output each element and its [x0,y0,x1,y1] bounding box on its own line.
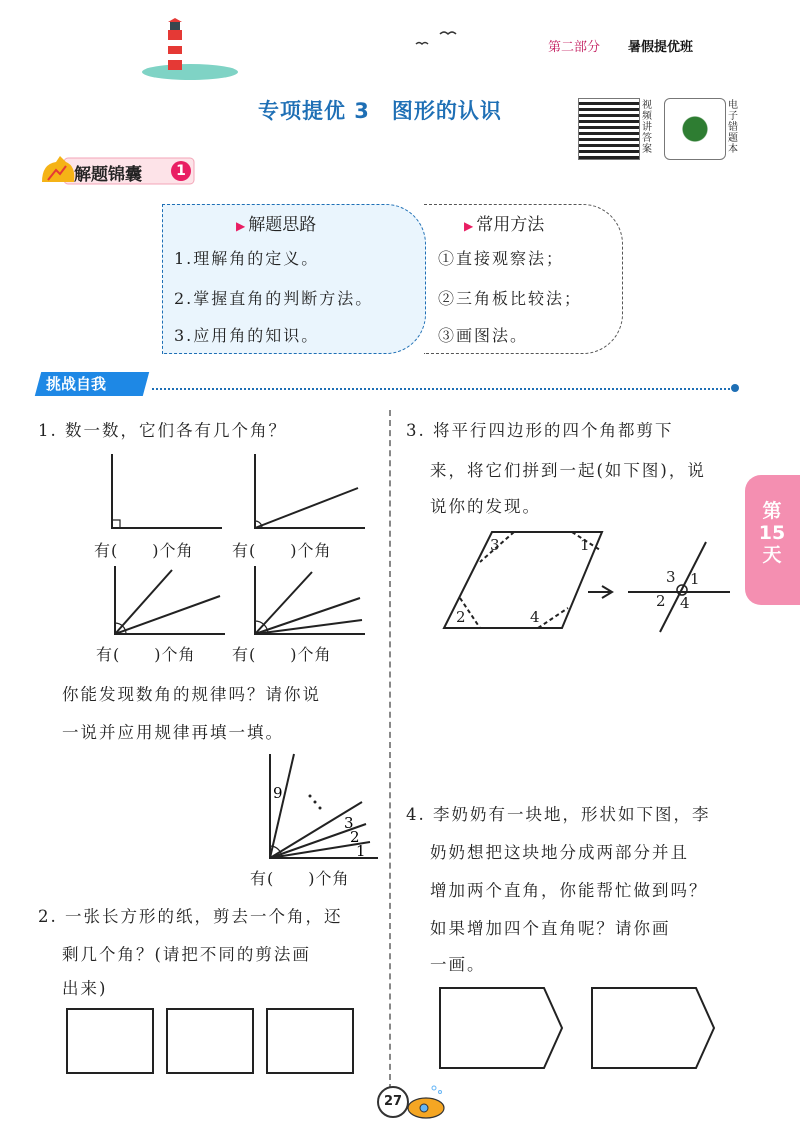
solution-ideas-heading [236,210,316,235]
birds-icon [412,28,462,50]
fan-label-9: 9 [273,784,283,802]
fan-label-1: 1 [356,842,366,860]
question-2-line-3: 出来) [62,979,108,998]
q1-fan-diagram [262,752,382,864]
page-number: 27 [377,1086,409,1118]
day-side-tab-text: 第15天 [758,500,786,566]
triangle-bullet-icon: ▶ [236,219,246,233]
joined-label-2: 2 [656,592,666,610]
challenge-label: 挑战自我 [46,375,107,393]
solution-ideas-heading-text: 解题思路 [248,215,317,235]
common-method-item: ①直接观察法； [438,249,565,268]
question-4-line-4: 如果增加四个直角呢？请你画 [430,919,671,938]
page-title: 专项提优 3 图形的认识 [258,99,502,123]
question-1-text: 1. 数一数，它们各有几个角？ [38,421,287,440]
q1-fill-1[interactable]: 有( )个角 [94,541,194,560]
video-answer-label: 视频讲答案 [642,100,652,155]
ebook-label: 电子错题本 [728,100,738,155]
dotted-divider [152,388,734,390]
common-methods-heading [464,210,544,235]
fan-label-2: 2 [350,828,360,846]
solution-idea-item: 3.应用角的知识。 [174,326,320,345]
triangle-bullet-icon: ▶ [464,219,474,233]
question-3-line-3: 说你的发现。 [430,497,541,516]
fan-label-3: 3 [344,814,354,832]
lighthouse-illustration [140,18,240,80]
corner-label-3: 3 [490,536,500,554]
q1-fill-4[interactable]: 有( )个角 [232,645,332,664]
common-method-item: ②三角板比较法； [438,289,583,308]
q4-land-shapes[interactable] [438,986,738,1076]
q1-follow-line-1: 你能发现数角的规律吗？请你说 [62,685,321,704]
corner-label-1: 1 [580,536,590,554]
joined-label-3: 3 [666,568,676,586]
q2-rectangle-1[interactable] [66,1008,154,1074]
question-2-line-2: 剩几个角？(请把不同的剪法画 [62,945,311,964]
solution-idea-item: 1.理解角的定义。 [174,249,320,268]
question-4-line-5: 一画。 [430,955,486,974]
column-divider [389,410,391,1090]
q1-fan-fill[interactable]: 有( )个角 [250,869,350,888]
q3-parallelogram-diagram [438,528,738,638]
question-3-line-2: 来，将它们拼到一起(如下图)，说 [430,461,706,480]
header-class-name: 暑假提优班 [628,40,694,55]
header-part: 第二部分 [548,40,601,55]
joined-label-1: 1 [690,570,700,588]
video-answer-qr-code[interactable] [578,98,640,160]
divider-end-dot [731,384,739,392]
common-method-item: ③画图法。 [438,326,529,345]
question-4-line-2: 奶奶想把这块地分成两部分并且 [430,843,689,862]
joined-label-4: 4 [680,594,690,612]
question-2-line-1: 2. 一张长方形的纸，剪去一个角，还 [38,907,343,926]
corner-label-2: 2 [456,608,466,626]
section-label: 解题锦囊 [74,165,142,185]
question-4-line-3: 增加两个直角，你能帮忙做到吗？ [430,881,708,900]
q1-fill-2[interactable]: 有( )个角 [232,541,332,560]
q1-fill-3[interactable]: 有( )个角 [96,645,196,664]
common-methods-heading-text: 常用方法 [476,215,545,235]
question-3-line-1: 3. 将平行四边形的四个角都剪下 [406,421,674,440]
solution-idea-item: 2.掌握直角的判断方法。 [174,289,374,308]
corner-label-4: 4 [530,608,540,626]
q2-rectangle-2[interactable] [166,1008,254,1074]
q1-follow-line-2: 一说并应用规律再填一填。 [62,723,284,742]
section-number-badge: 1 [171,161,191,181]
q2-rectangle-3[interactable] [266,1008,354,1074]
question-4-line-1: 4. 李奶奶有一块地，形状如下图，李 [406,805,711,824]
ebook-qr-code[interactable] [664,98,726,160]
